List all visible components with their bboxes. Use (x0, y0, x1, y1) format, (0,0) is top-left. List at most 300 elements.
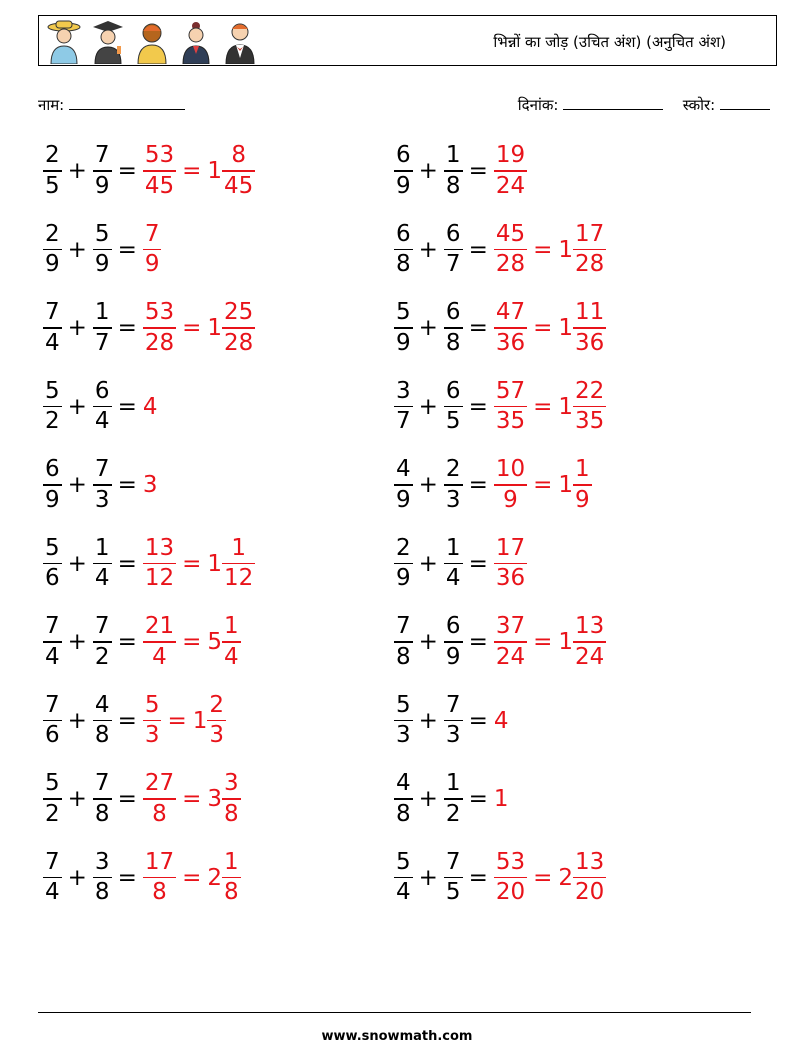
numerator: 7 (94, 770, 110, 796)
mixed-number (207, 615, 240, 669)
problem-row (394, 220, 606, 302)
denominator: 9 (445, 643, 461, 670)
denominator: 4 (94, 565, 110, 592)
problem-row (394, 301, 606, 380)
fraction-bar (93, 249, 112, 251)
numerator: 6 (445, 220, 461, 247)
score-blank[interactable] (720, 95, 770, 110)
answer-fraction (143, 144, 176, 198)
denominator: 2 (445, 800, 461, 827)
equals-sign: = (117, 864, 137, 891)
mixed-number (207, 848, 240, 906)
answer-fraction (143, 301, 176, 355)
denominator: 5 (45, 172, 60, 199)
mixed-whole: 1 (192, 707, 208, 734)
numerator: 7 (45, 691, 60, 718)
mixed-fraction (222, 301, 255, 355)
fraction-bar (143, 327, 176, 329)
plus-sign: + (67, 472, 87, 498)
fraction-bar (43, 877, 62, 879)
denominator: 4 (396, 879, 411, 906)
answer-fraction (494, 848, 527, 906)
numerator: 6 (445, 613, 461, 639)
denominator: 28 (575, 251, 605, 278)
numerator: 13 (575, 613, 605, 639)
denominator: 9 (94, 251, 110, 278)
denominator: 24 (495, 643, 526, 670)
answer-fraction (494, 220, 527, 278)
fraction-bar (444, 563, 463, 565)
answer-fraction (494, 144, 527, 198)
denominator: 45 (144, 172, 175, 199)
numerator: 3 (224, 770, 239, 796)
plus-sign: + (67, 707, 87, 734)
mixed-fraction (573, 377, 606, 435)
equals-sign: = (117, 472, 137, 498)
problem-row (43, 615, 255, 694)
denominator: 4 (45, 643, 60, 670)
denominator: 9 (94, 172, 110, 199)
worksheet-title: भिन्नों का जोड़ (उचित अंश) (अनुचित अंश) (493, 33, 726, 51)
plus-sign: + (418, 158, 438, 184)
mixed-fraction (573, 458, 592, 512)
numerator: 7 (45, 613, 60, 639)
addend-fraction (444, 458, 463, 512)
fraction-bar (573, 877, 606, 879)
denominator: 24 (495, 172, 526, 199)
problem-row (394, 458, 606, 537)
denominator: 28 (144, 329, 175, 356)
denominator: 7 (445, 251, 461, 278)
problem-row (394, 144, 606, 223)
denominator: 36 (575, 329, 605, 356)
addend-fraction (444, 220, 463, 278)
fraction-bar (222, 563, 255, 565)
addend-fraction (444, 848, 463, 906)
numerator: 1 (231, 534, 246, 561)
addend-fraction (444, 615, 463, 669)
numerator: 7 (94, 456, 110, 482)
numerator: 4 (94, 691, 110, 718)
numerator: 4 (396, 770, 411, 796)
addend-fraction (43, 848, 62, 906)
plus-sign: + (418, 472, 438, 498)
equals-sign: = (468, 629, 488, 655)
equals-sign: = (117, 158, 137, 184)
addend-fraction (93, 220, 112, 278)
equals-sign: = (468, 550, 488, 577)
woman-avatar-icon (177, 18, 215, 64)
numerator: 27 (144, 770, 175, 796)
date-label: दिनांक: (517, 96, 559, 114)
fraction-bar (43, 249, 62, 251)
equals-sign: = (468, 864, 488, 891)
addend-fraction (43, 301, 62, 355)
numerator: 2 (45, 142, 60, 168)
numerator: 5 (45, 770, 60, 796)
plus-sign: + (418, 707, 438, 734)
numerator: 1 (94, 534, 110, 561)
mixed-fraction (573, 301, 606, 355)
denominator: 9 (144, 251, 160, 278)
denominator: 12 (224, 565, 254, 592)
mixed-fraction (573, 615, 606, 669)
denominator: 3 (445, 722, 461, 749)
fraction-bar (444, 249, 463, 251)
avatar-row (45, 18, 259, 64)
denominator: 35 (495, 408, 526, 435)
fraction-bar (93, 327, 112, 329)
equals-sign: = (533, 236, 553, 263)
addend-fraction (43, 377, 62, 435)
denominator: 8 (224, 879, 239, 906)
answer-whole: 4 (493, 707, 509, 734)
mixed-number (207, 144, 255, 198)
denominator: 35 (575, 408, 605, 435)
denominator: 9 (396, 486, 411, 513)
mixed-whole: 1 (558, 236, 574, 263)
denominator: 4 (152, 643, 167, 670)
mixed-number (558, 220, 606, 278)
fraction-bar (93, 877, 112, 879)
equals-sign: = (182, 550, 202, 577)
graduate-avatar-icon (89, 18, 127, 64)
equals-sign: = (533, 864, 553, 891)
numerator: 17 (495, 534, 526, 561)
numerator: 45 (495, 220, 526, 247)
answer-fraction (143, 772, 176, 826)
mixed-number (207, 301, 255, 355)
fraction-bar (43, 720, 62, 722)
plus-sign: + (418, 550, 438, 577)
numerator: 17 (144, 848, 175, 875)
addend-fraction (93, 848, 112, 906)
numerator: 10 (495, 456, 526, 482)
fraction-bar (494, 563, 527, 565)
fraction-bar (494, 641, 527, 643)
fraction-bar (573, 327, 606, 329)
denominator: 20 (575, 879, 605, 906)
denominator: 8 (445, 172, 461, 199)
numerator: 7 (445, 848, 461, 875)
denominator: 8 (396, 800, 411, 827)
mixed-fraction (222, 534, 255, 592)
addend-fraction (43, 220, 62, 278)
denominator: 9 (45, 251, 60, 278)
addend-fraction (444, 377, 463, 435)
addend-fraction (444, 144, 463, 198)
fraction-bar (394, 484, 413, 486)
problem-row (43, 220, 255, 302)
fraction-bar (143, 877, 176, 879)
numerator: 2 (209, 691, 225, 718)
denominator: 7 (396, 408, 411, 435)
numerator: 2 (45, 220, 60, 247)
denominator: 4 (45, 329, 60, 356)
denominator: 8 (94, 879, 110, 906)
denominator: 9 (575, 486, 590, 513)
denominator: 8 (396, 643, 411, 670)
plus-sign: + (67, 629, 87, 655)
mixed-number (558, 615, 606, 669)
numerator: 5 (94, 220, 110, 247)
fraction-bar (222, 877, 241, 879)
fraction-bar (494, 877, 527, 879)
fraction-bar (394, 877, 413, 879)
denominator: 36 (495, 565, 526, 592)
numerator: 6 (45, 456, 60, 482)
problem-row (394, 848, 606, 930)
plus-sign: + (418, 786, 438, 812)
fraction-bar (573, 406, 606, 408)
fraction-bar (444, 170, 463, 172)
fraction-bar (394, 641, 413, 643)
plus-sign: + (67, 864, 87, 891)
numerator: 5 (396, 691, 411, 718)
fraction-bar (143, 798, 176, 800)
denominator: 24 (575, 643, 605, 670)
mixed-whole: 3 (207, 786, 223, 812)
denominator: 6 (45, 565, 60, 592)
equals-sign: = (182, 864, 202, 891)
fraction-bar (43, 327, 62, 329)
addend-fraction (43, 615, 62, 669)
fraction-bar (93, 484, 112, 486)
denominator: 9 (396, 565, 411, 592)
addend-fraction (43, 691, 62, 749)
equals-sign: = (182, 158, 202, 184)
numerator: 57 (495, 377, 526, 404)
denominator: 5 (445, 408, 461, 435)
numerator: 5 (396, 299, 411, 325)
denominator: 8 (94, 800, 110, 827)
numerator: 2 (445, 456, 461, 482)
fraction-bar (494, 327, 527, 329)
fraction-bar (43, 641, 62, 643)
addend-fraction (43, 534, 62, 592)
plus-sign: + (67, 158, 87, 184)
fraction-bar (43, 170, 62, 172)
mixed-fraction (573, 848, 606, 906)
fraction-bar (93, 641, 112, 643)
answer-fraction (494, 458, 527, 512)
equals-sign: = (533, 629, 553, 655)
fraction-bar (394, 170, 413, 172)
mixed-fraction (222, 615, 241, 669)
numerator: 3 (94, 848, 110, 875)
mixed-number (558, 848, 606, 906)
plus-sign: + (67, 236, 87, 263)
addend-fraction (394, 301, 413, 355)
fraction-bar (43, 798, 62, 800)
numerator: 53 (495, 848, 526, 875)
date-blank[interactable] (563, 95, 663, 110)
addend-fraction (43, 458, 62, 512)
answer-fraction (494, 377, 527, 435)
denominator: 8 (396, 251, 411, 278)
fraction-bar (494, 249, 527, 251)
denominator: 8 (152, 800, 167, 827)
mixed-fraction (222, 772, 241, 826)
fraction-bar (143, 563, 176, 565)
equals-sign: = (117, 786, 137, 812)
equals-sign: = (167, 707, 187, 734)
fraction-bar (394, 720, 413, 722)
addend-fraction (394, 220, 413, 278)
addend-fraction (444, 534, 463, 592)
fraction-bar (494, 170, 527, 172)
denominator: 3 (94, 486, 110, 513)
mixed-whole: 2 (207, 864, 223, 891)
problem-row (394, 772, 606, 851)
equals-sign: = (117, 315, 137, 341)
fraction-bar (222, 170, 255, 172)
mixed-number (192, 691, 226, 749)
problem-row (394, 615, 606, 694)
numerator: 17 (575, 220, 605, 247)
problem-row (394, 534, 606, 616)
problem-row (43, 377, 255, 459)
numerator: 4 (396, 456, 411, 482)
numerator: 1 (94, 299, 110, 325)
equals-sign: = (117, 393, 137, 420)
denominator: 36 (495, 329, 526, 356)
problem-row (43, 534, 255, 616)
date-score-fields (518, 95, 770, 115)
numerator: 6 (445, 299, 461, 325)
equals-sign: = (468, 158, 488, 184)
score-label: स्कोर: (682, 96, 716, 114)
fraction-bar (93, 563, 112, 565)
numerator: 7 (94, 613, 110, 639)
name-field (38, 95, 185, 115)
equals-sign: = (533, 315, 553, 341)
fraction-bar (444, 798, 463, 800)
fraction-bar (494, 406, 527, 408)
equals-sign: = (533, 472, 553, 498)
mixed-whole: 1 (558, 393, 574, 420)
fraction-bar (143, 641, 176, 643)
equals-sign: = (468, 786, 488, 812)
fraction-bar (444, 327, 463, 329)
fraction-bar (143, 720, 162, 722)
fraction-bar (494, 484, 527, 486)
denominator: 4 (45, 879, 60, 906)
equals-sign: = (182, 786, 202, 812)
mixed-whole: 1 (207, 550, 223, 577)
numerator: 6 (445, 377, 461, 404)
problem-row (43, 144, 255, 223)
numerator: 1 (445, 770, 461, 796)
answer-fraction (143, 848, 176, 906)
addend-fraction (394, 458, 413, 512)
fraction-bar (222, 641, 241, 643)
fraction-bar (43, 563, 62, 565)
addend-fraction (93, 691, 112, 749)
fraction-bar (43, 406, 62, 408)
plus-sign: + (418, 864, 438, 891)
equals-sign: = (117, 707, 137, 734)
mixed-number (558, 458, 591, 512)
equals-sign: = (468, 315, 488, 341)
problem-row (43, 848, 255, 930)
addend-fraction (93, 301, 112, 355)
equals-sign: = (117, 236, 137, 263)
addend-fraction (394, 772, 413, 826)
denominator: 8 (445, 329, 461, 356)
denominator: 28 (495, 251, 526, 278)
numerator: 1 (575, 456, 590, 482)
plus-sign: + (418, 629, 438, 655)
numerator: 37 (495, 613, 526, 639)
numerator: 5 (45, 377, 60, 404)
equals-sign: = (468, 472, 488, 498)
waiter-avatar-icon (221, 18, 259, 64)
mixed-fraction (222, 848, 241, 906)
answer-fraction (143, 220, 162, 278)
fraction-bar (143, 249, 162, 251)
denominator: 20 (495, 879, 526, 906)
problem-row (43, 772, 255, 851)
mixed-whole: 5 (207, 629, 223, 655)
fraction-bar (394, 798, 413, 800)
denominator: 9 (396, 172, 411, 199)
problem-row (394, 377, 606, 459)
numerator: 1 (224, 613, 239, 639)
numerator: 5 (396, 848, 411, 875)
fraction-bar (222, 798, 241, 800)
fraction-bar (93, 406, 112, 408)
numerator: 6 (396, 220, 411, 247)
addend-fraction (394, 377, 413, 435)
answer-whole: 4 (142, 393, 158, 420)
numerator: 2 (396, 534, 411, 561)
addend-fraction (93, 615, 112, 669)
numerator: 7 (45, 299, 60, 325)
numerator: 11 (575, 299, 605, 325)
numerator: 1 (224, 848, 239, 875)
farmer-avatar-icon (45, 18, 83, 64)
numerator: 1 (445, 534, 461, 561)
problems-column-left (43, 144, 255, 929)
fraction-bar (573, 641, 606, 643)
denominator: 6 (45, 722, 60, 749)
mixed-whole: 1 (558, 629, 574, 655)
footer-divider (38, 1012, 751, 1013)
name-blank[interactable] (69, 95, 185, 110)
footer-url: www.snowmath.com (321, 1029, 473, 1044)
denominator: 8 (94, 722, 110, 749)
mixed-whole: 1 (558, 315, 574, 341)
equals-sign: = (117, 629, 137, 655)
plus-sign: + (67, 315, 87, 341)
mixed-fraction (573, 220, 606, 278)
addend-fraction (93, 772, 112, 826)
numerator: 13 (575, 848, 605, 875)
addend-fraction (444, 301, 463, 355)
mixed-fraction (207, 691, 226, 749)
denominator: 9 (396, 329, 411, 356)
fraction-bar (93, 170, 112, 172)
denominator: 9 (503, 486, 518, 513)
numerator: 19 (495, 142, 526, 168)
denominator: 4 (445, 565, 461, 592)
addend-fraction (394, 144, 413, 198)
denominator: 3 (396, 722, 411, 749)
fraction-bar (444, 720, 463, 722)
equals-sign: = (468, 707, 488, 734)
fraction-bar (444, 877, 463, 879)
